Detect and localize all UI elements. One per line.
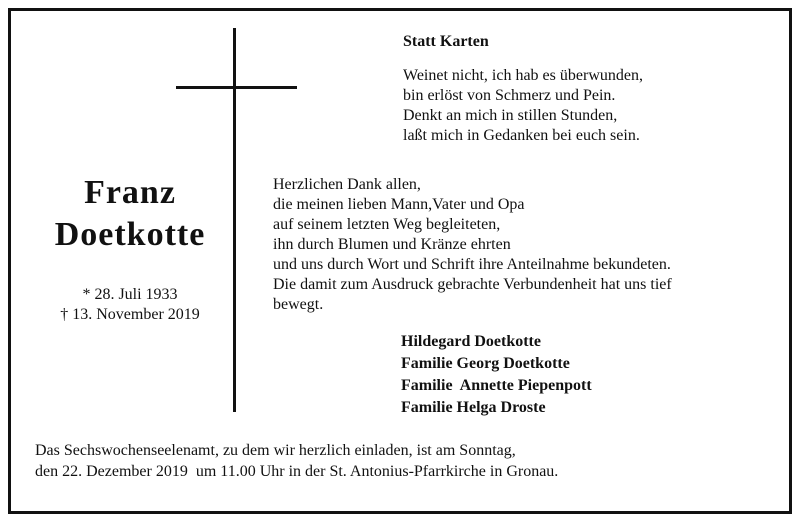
poem-block [403, 66, 643, 146]
thanks-line: die meinen lieben Mann,Vater und Opa [273, 196, 525, 213]
mass-announcement [35, 440, 558, 482]
thanks-line: und uns durch Wort und Schrift ihre Anteilnahme bekundeten. [273, 256, 671, 273]
footer-line: den 22. Dezember 2019 um 11.00 Uhr in der St. Antonius-Pfarrkirche in Gronau. [35, 463, 559, 480]
deceased-name [20, 172, 240, 256]
thanks-line: bewegt. [273, 296, 324, 313]
poem-line: Denkt an mich in stillen Stunden, [403, 107, 618, 124]
life-dates [30, 285, 230, 325]
signer: Familie Annette Piepenpott [401, 377, 592, 394]
thanks-line: Die damit zum Ausdruck gebrachte Verbundenheit hat uns tief [273, 276, 672, 293]
first-name: Franz [84, 174, 176, 211]
signers-block [401, 331, 592, 419]
thanks-line: ihn durch Blumen und Kränze ehrten [273, 236, 511, 253]
signer: Hildegard Doetkotte [401, 333, 541, 350]
poem-line: Weinet nicht, ich hab es überwunden, [403, 67, 643, 84]
birth-date: * 28. Juli 1933 [82, 286, 178, 303]
thanks-line: Herzlichen Dank allen, [273, 176, 421, 193]
death-date: † 13. November 2019 [60, 306, 200, 323]
cross-crossbar [176, 86, 297, 89]
signer: Familie Helga Droste [401, 399, 546, 416]
thanks-block [273, 175, 672, 315]
last-name: Doetkotte [54, 216, 206, 253]
signer: Familie Georg Doetkotte [401, 355, 570, 372]
notice-heading: Statt Karten [403, 33, 489, 50]
footer-line: Das Sechswochenseelenamt, zu dem wir herzlich einladen, ist am Sonntag, [35, 442, 516, 459]
poem-line: laßt mich in Gedanken bei euch sein. [403, 127, 640, 144]
thanks-line: auf seinem letzten Weg begleiteten, [273, 216, 501, 233]
poem-line: bin erlöst von Schmerz und Pein. [403, 87, 616, 104]
